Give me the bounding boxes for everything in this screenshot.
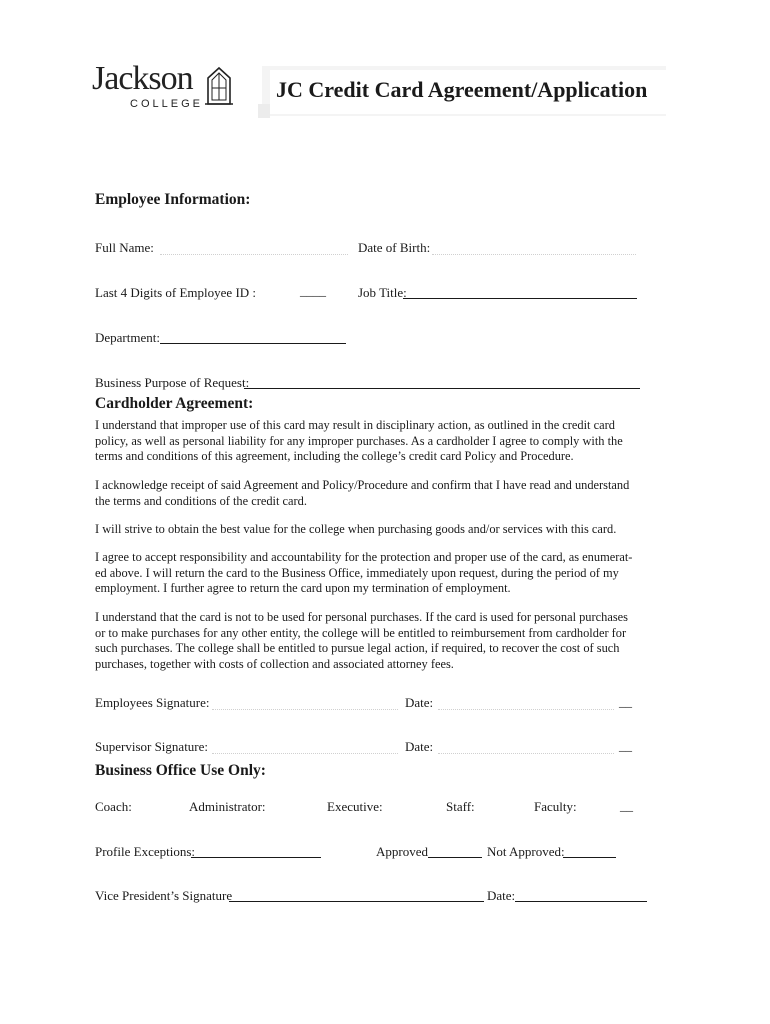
coach-label: Coach: [95,799,132,814]
faculty-blank[interactable]: __ [620,798,633,813]
department-field[interactable] [160,343,346,344]
document-title: JC Credit Card Agreement/Application [276,77,648,102]
employee-info-heading: Employee Information: [95,191,251,208]
approved-label: Approved [376,844,428,859]
agreement-paragraph-1: I understand that improper use of this card may result in disciplinary action, as outlined in the credit card policy, as well as personal liability for any improper purchases. As a cardholder I agree to comply with the terms and conditions of this agreement, including the college’s credit card Policy and Procedure. [95,418,623,463]
logo-wordmark: Jackson [92,60,193,97]
department-label: Department: [95,330,160,345]
dob-field[interactable] [432,254,636,255]
business-purpose-label: Business Purpose of Request: [95,375,250,390]
employee-signature-field[interactable] [212,709,398,710]
agreement-paragraph-3: I will strive to obtain the best value for the college when purchasing goods and/or services with this card. [95,522,617,536]
agreement-paragraph-4: I agree to accept responsibility and accountability for the protection and proper use of the card, as enumerat- ed above. I will return the card to the Business Office, immediately upon request, during the period of my employment. I further agree to return the card upon my termination of employment. [95,550,633,595]
vp-date-field[interactable] [515,901,647,902]
agreement-paragraph-5: I understand that the card is not to be used for personal purchases. If the card is used for personal purchases or to make purchases for any other entity, the college will be entitled to reimbursement from cardholder for such purchases. The college shall be entitled to pursue legal action, if required, to recover the cost of such purchases, together with costs of collection and associated attorney fees. [95,610,628,671]
vp-signature-field[interactable] [229,901,484,902]
employee-date-blank: __ [619,694,632,709]
title-frame-shadow [258,104,270,118]
supervisor-date-blank: __ [619,738,632,753]
supervisor-date-label: Date: [405,739,434,754]
vp-signature-label: Vice President’s Signature [95,888,233,903]
crest-icon [205,64,233,108]
cardholder-agreement-heading: Cardholder Agreement: [95,395,254,412]
not-approved-field[interactable] [563,857,616,858]
job-title-label: Job Title: [358,285,407,300]
employee-date-label: Date: [405,695,434,710]
employee-id-label: Last 4 Digits of Employee ID : [95,285,257,300]
employee-date-field[interactable] [438,709,614,710]
supervisor-signature-field[interactable] [212,753,398,754]
employee-signature-label: Employees Signature: [95,695,210,710]
employee-id-field[interactable]: ____ [300,283,326,298]
business-office-heading: Business Office Use Only: [95,762,266,779]
agreement-paragraph-2: I acknowledge receipt of said Agreement and Policy/Procedure and confirm that I have read and understand the terms and conditions of the credit card. [95,478,630,508]
staff-label: Staff: [446,799,475,814]
college-logo [92,62,242,114]
full-name-label: Full Name: [95,240,154,255]
administrator-label: Administrator: [189,799,266,814]
dob-label: Date of Birth: [358,240,431,255]
faculty-label: Faculty: [534,799,577,814]
logo-subtitle: COLLEGE [130,98,203,110]
executive-label: Executive: [327,799,383,814]
supervisor-signature-label: Supervisor Signature: [95,739,209,754]
profile-exceptions-field[interactable] [191,857,321,858]
business-purpose-field[interactable] [244,388,640,389]
full-name-field[interactable] [160,254,348,255]
profile-exceptions-label: Profile Exceptions: [95,844,196,859]
job-title-field[interactable] [403,298,637,299]
not-approved-label: Not Approved: [487,844,565,859]
vp-date-label: Date: [487,888,516,903]
approved-field[interactable] [428,857,482,858]
supervisor-date-field[interactable] [438,753,614,754]
